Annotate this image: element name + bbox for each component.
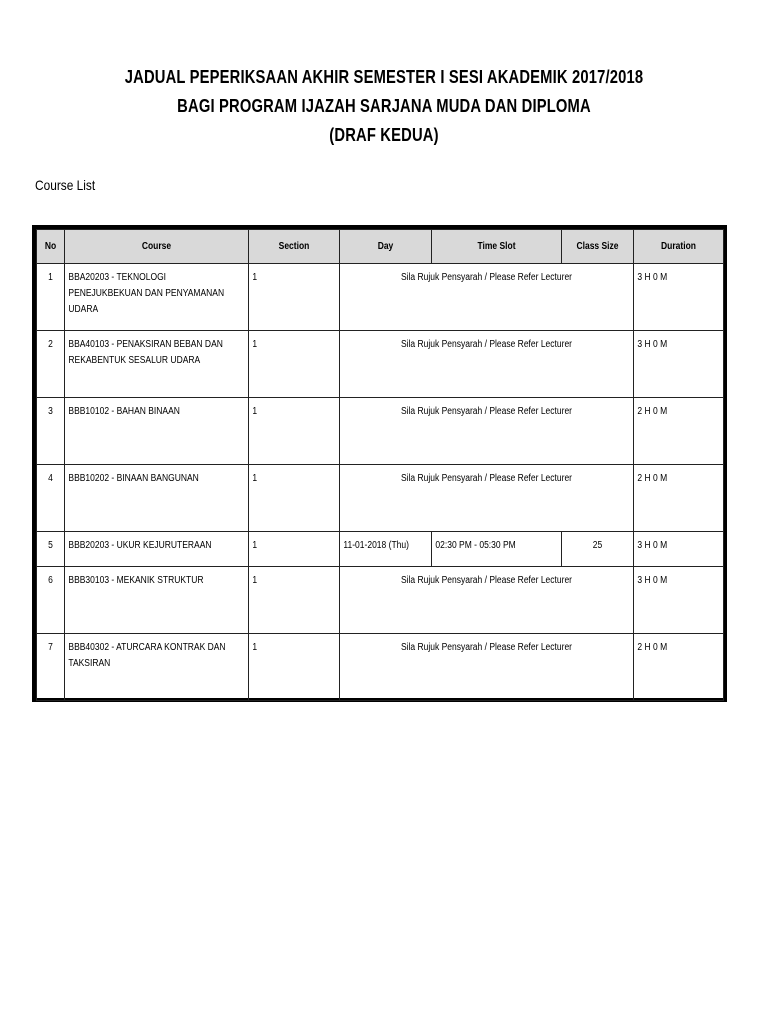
cell-section: 1 xyxy=(249,634,340,701)
table-row xyxy=(37,634,724,701)
column-header-no: No xyxy=(37,230,65,264)
title-line-3: (DRAF KEDUA) xyxy=(329,125,439,145)
cell-refer-lecturer: Sila Rujuk Pensyarah / Please Refer Lecturer xyxy=(340,567,634,634)
table-row xyxy=(37,264,724,331)
table-header-row xyxy=(37,230,724,264)
cell-day: 11-01-2018 (Thu) xyxy=(340,532,432,567)
cell-no: 3 xyxy=(37,398,65,465)
table-row xyxy=(37,331,724,398)
cell-no: 7 xyxy=(37,634,65,701)
cell-refer-lecturer: Sila Rujuk Pensyarah / Please Refer Lecturer xyxy=(340,398,634,465)
cell-course: BBB10102 - BAHAN BINAAN xyxy=(65,398,249,465)
cell-duration: 2 H 0 M xyxy=(634,634,724,701)
course-table-frame xyxy=(32,225,727,702)
title-line-1: JADUAL PEPERIKSAAN AKHIR SEMESTER I SESI AKADEMIK 2017/2018 xyxy=(124,67,644,87)
cell-no: 1 xyxy=(37,264,65,331)
column-header-course: Course xyxy=(65,230,249,264)
cell-time-slot: 02:30 PM - 05:30 PM xyxy=(432,532,562,567)
cell-duration: 2 H 0 M xyxy=(634,465,724,532)
cell-section: 1 xyxy=(249,465,340,532)
column-header-class-size: Class Size xyxy=(562,230,634,264)
table-row xyxy=(37,532,724,567)
column-header-section: Section xyxy=(249,230,340,264)
cell-class-size: 25 xyxy=(562,532,634,567)
cell-duration: 3 H 0 M xyxy=(634,264,724,331)
cell-refer-lecturer: Sila Rujuk Pensyarah / Please Refer Lecturer xyxy=(340,634,634,701)
cell-refer-lecturer: Sila Rujuk Pensyarah / Please Refer Lecturer xyxy=(340,331,634,398)
table-row xyxy=(37,398,724,465)
column-header-day: Day xyxy=(340,230,432,264)
cell-section: 1 xyxy=(249,398,340,465)
cell-no: 4 xyxy=(37,465,65,532)
title-line-2: BAGI PROGRAM IJAZAH SARJANA MUDA DAN DIPLOMA xyxy=(177,96,591,116)
cell-duration: 3 H 0 M xyxy=(634,567,724,634)
cell-section: 1 xyxy=(249,567,340,634)
table-row xyxy=(37,567,724,634)
cell-refer-lecturer: Sila Rujuk Pensyarah / Please Refer Lecturer xyxy=(340,465,634,532)
cell-refer-lecturer: Sila Rujuk Pensyarah / Please Refer Lecturer xyxy=(340,264,634,331)
course-list-label: Course List xyxy=(35,177,96,193)
cell-duration: 3 H 0 M xyxy=(634,532,724,567)
column-header-time-slot: Time Slot xyxy=(432,230,562,264)
cell-course: BBA20203 - TEKNOLOGI PENEJUKBEKUAN DAN PENYAMANAN UDARA xyxy=(65,264,249,331)
table-row xyxy=(37,465,724,532)
cell-section: 1 xyxy=(249,264,340,331)
cell-no: 5 xyxy=(37,532,65,567)
cell-duration: 2 H 0 M xyxy=(634,398,724,465)
cell-no: 6 xyxy=(37,567,65,634)
cell-course: BBB40302 - ATURCARA KONTRAK DAN TAKSIRAN xyxy=(65,634,249,701)
cell-duration: 3 H 0 M xyxy=(634,331,724,398)
cell-course: BBA40103 - PENAKSIRAN BEBAN DAN REKABENTUK SESALUR UDARA xyxy=(65,331,249,398)
cell-no: 2 xyxy=(37,331,65,398)
column-header-duration: Duration xyxy=(634,230,724,264)
course-table xyxy=(36,229,724,701)
cell-course: BBB10202 - BINAAN BANGUNAN xyxy=(65,465,249,532)
cell-section: 1 xyxy=(249,331,340,398)
cell-course: BBB20203 - UKUR KEJURUTERAAN xyxy=(65,532,249,567)
cell-section: 1 xyxy=(249,532,340,567)
cell-course: BBB30103 - MEKANIK STRUKTUR xyxy=(65,567,249,634)
document-title xyxy=(69,63,699,150)
